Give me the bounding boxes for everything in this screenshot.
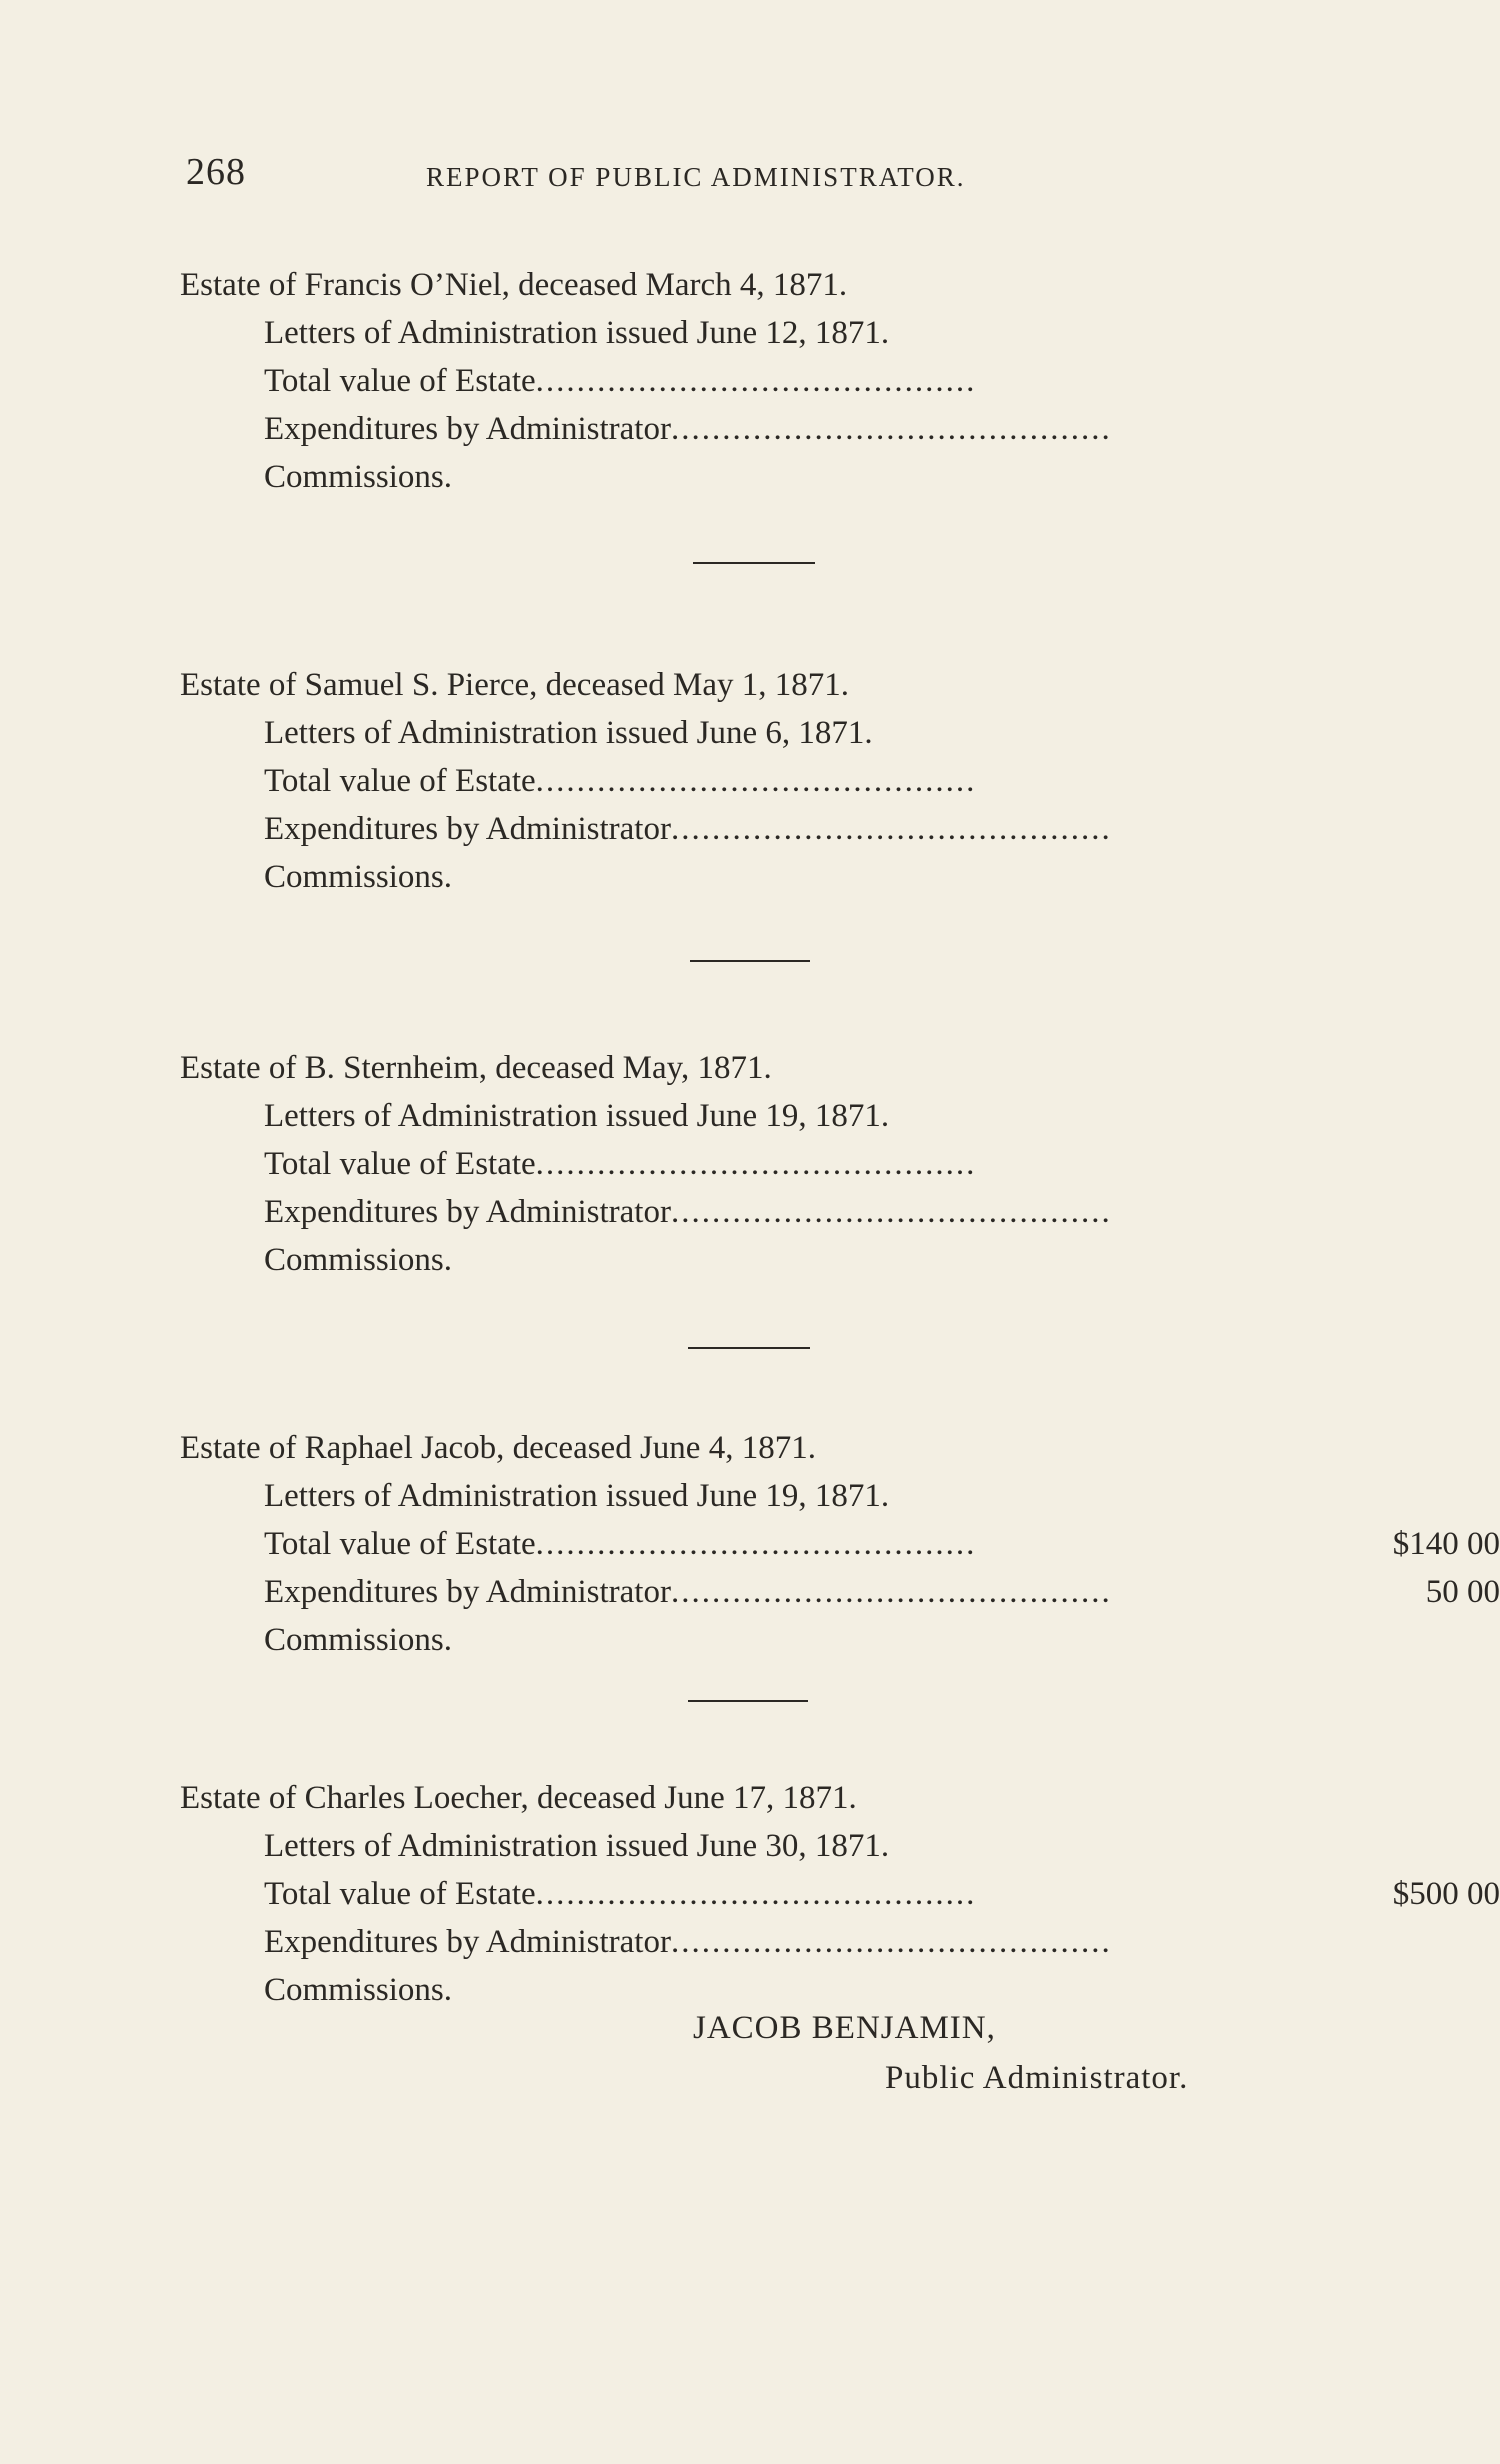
section-divider xyxy=(688,1700,808,1702)
estate-letters: Letters of Administration issued June 12, 1871. xyxy=(264,315,890,351)
signature-name: JACOB BENJAMIN, xyxy=(693,2010,996,2046)
estate-expenditures-label: Expenditures by Administrator xyxy=(264,1924,671,1960)
estate-expenditures-row xyxy=(264,1192,1304,1232)
estate-expenditures-label: Expenditures by Administrator xyxy=(264,811,671,847)
section-divider xyxy=(690,960,810,962)
section-divider xyxy=(688,1347,810,1349)
estate-title: Estate of B. Sternheim, deceased May, 1871. xyxy=(180,1050,772,1086)
estate-total-label: Total value of Estate xyxy=(264,763,536,799)
estate-letters: Letters of Administration issued June 30, 1871. xyxy=(264,1828,890,1864)
estate-total-row xyxy=(264,1874,1304,1914)
dot-leader: ........................................... xyxy=(535,1876,977,1912)
estate-expenditures-row xyxy=(264,1572,1304,1612)
estate-total-value: $500 00 xyxy=(1392,1876,1500,1912)
estate-total-label: Total value of Estate xyxy=(264,1526,536,1562)
estate-title: Estate of Francis O’Niel, deceased March 4, 1871. xyxy=(180,267,848,303)
running-head: REPORT OF PUBLIC ADMINISTRATOR. xyxy=(426,162,966,192)
dot-leader: ........................................... xyxy=(535,363,977,399)
dot-leader: ........................................... xyxy=(535,763,977,799)
estate-total-label: Total value of Estate xyxy=(264,1146,536,1182)
dot-leader: ........................................... xyxy=(670,1924,1112,1960)
estate-title: Estate of Samuel S. Pierce, deceased May 1, 1871. xyxy=(180,667,849,703)
estate-total-row xyxy=(264,1144,1304,1184)
estate-title: Estate of Raphael Jacob, deceased June 4, 1871. xyxy=(180,1430,816,1466)
estate-expenditures-row xyxy=(264,1922,1304,1962)
estate-letters: Letters of Administration issued June 19, 1871. xyxy=(264,1098,890,1134)
estate-commissions: Commissions. xyxy=(264,1972,452,2008)
estate-commissions: Commissions. xyxy=(264,859,452,895)
dot-leader: ........................................... xyxy=(670,411,1112,447)
estate-expenditures-label: Expenditures by Administrator xyxy=(264,1574,671,1610)
page-header xyxy=(186,150,1086,210)
estate-total-row xyxy=(264,761,1304,801)
dot-leader: ........................................... xyxy=(535,1526,977,1562)
dot-leader: ........................................... xyxy=(535,1146,977,1182)
dot-leader: ........................................... xyxy=(670,811,1112,847)
estate-expenditures-row xyxy=(264,809,1304,849)
estate-expenditures-label: Expenditures by Administrator xyxy=(264,411,671,447)
page-number: 268 xyxy=(186,151,246,193)
estate-title: Estate of Charles Loecher, deceased June 17, 1871. xyxy=(180,1780,857,1816)
estate-letters: Letters of Administration issued June 6, 1871. xyxy=(264,715,873,751)
estate-letters: Letters of Administration issued June 19, 1871. xyxy=(264,1478,890,1514)
estate-total-row xyxy=(264,1524,1304,1564)
dot-leader: ........................................... xyxy=(670,1574,1112,1610)
estate-total-label: Total value of Estate xyxy=(264,1876,536,1912)
estate-expenditures-value: 50 00 xyxy=(1425,1574,1500,1610)
signature-title: Public Administrator. xyxy=(885,2060,1189,2096)
estate-expenditures-label: Expenditures by Administrator xyxy=(264,1194,671,1230)
estate-total-value: $140 00 xyxy=(1392,1526,1500,1562)
section-divider xyxy=(693,562,815,564)
estate-total-row xyxy=(264,361,1304,401)
estate-commissions: Commissions. xyxy=(264,459,452,495)
estate-commissions: Commissions. xyxy=(264,1622,452,1658)
estate-total-label: Total value of Estate xyxy=(264,363,536,399)
dot-leader: ........................................... xyxy=(670,1194,1112,1230)
estate-expenditures-row xyxy=(264,409,1304,449)
estate-commissions: Commissions. xyxy=(264,1242,452,1278)
